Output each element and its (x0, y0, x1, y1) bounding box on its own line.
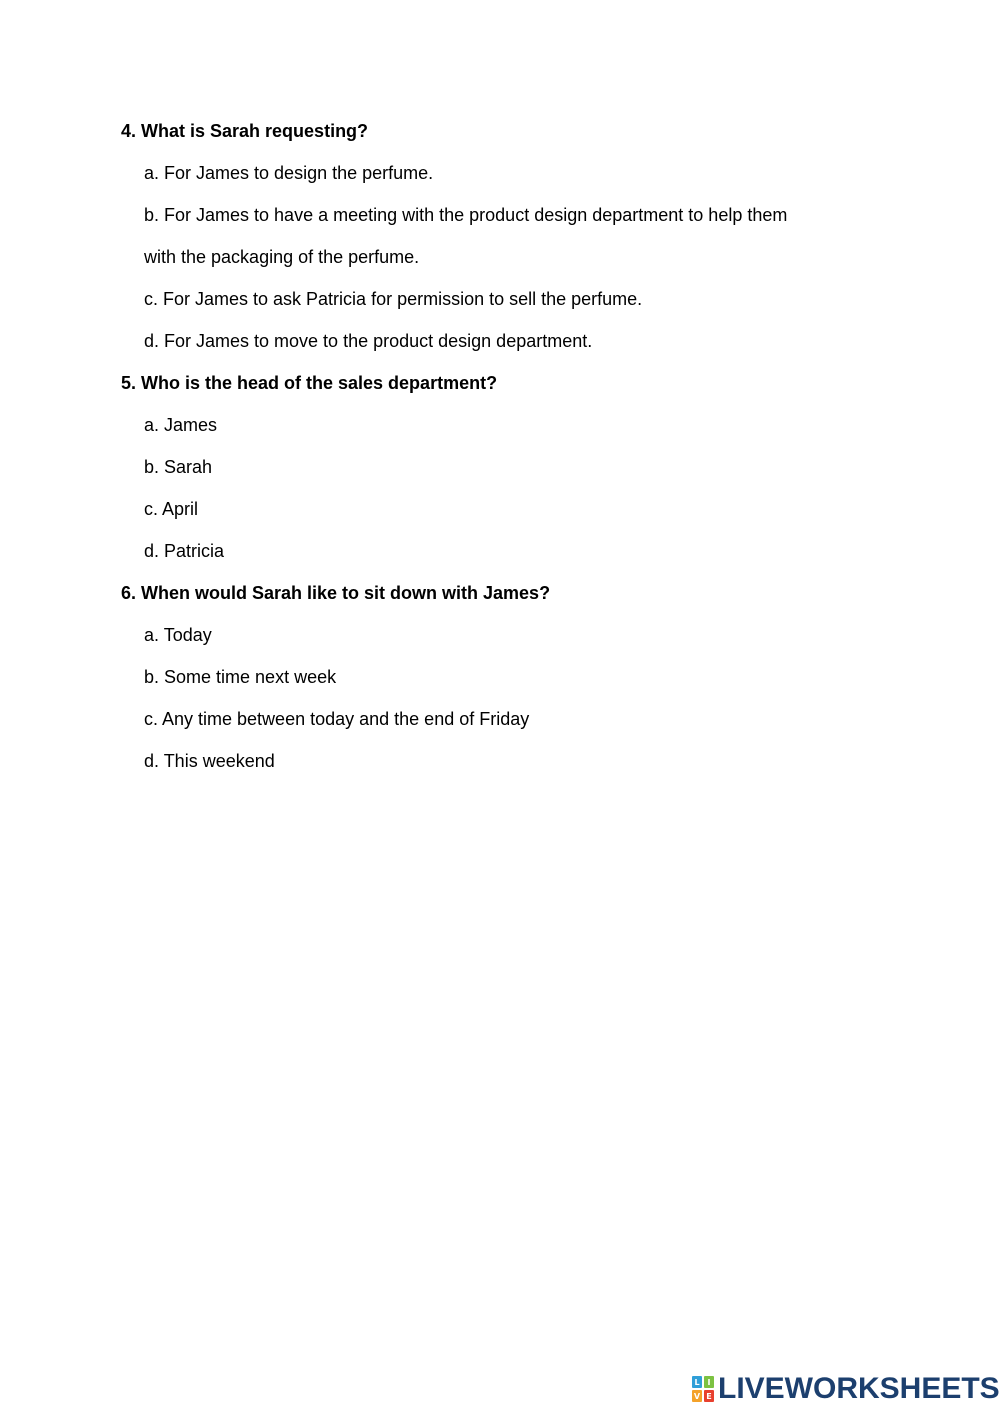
question-5-option-d: d. Patricia (144, 541, 225, 561)
logo-mark-e: E (704, 1390, 714, 1402)
question-4-option-a: a. For James to design the perfume. (144, 163, 434, 183)
question-6-option-d: d. This weekend (144, 751, 275, 771)
question-6-option-b: b. Some time next week (144, 667, 337, 687)
question-4-option-b-continued: with the packaging of the perfume. (144, 247, 420, 267)
question-6-title: 6. When would Sarah like to sit down with James? (121, 583, 551, 603)
question-5-option-c: c. April (144, 499, 199, 519)
question-4-option-d: d. For James to move to the product design department. (144, 331, 593, 351)
question-5-option-b: b. Sarah (144, 457, 213, 477)
logo-mark-l: L (692, 1376, 702, 1388)
question-4-option-c: c. For James to ask Patricia for permission to sell the perfume. (144, 289, 643, 309)
logo-mark-icon (692, 1376, 714, 1402)
liveworksheets-logo (692, 1372, 1000, 1406)
logo-mark-v: V (693, 1391, 701, 1401)
question-4-option-b: b. For James to have a meeting with the product design department to help them (144, 205, 788, 225)
question-5-option-a: a. James (144, 415, 218, 435)
logo-mark-i: I (704, 1376, 714, 1388)
question-6-option-a: a. Today (144, 625, 212, 645)
logo-text: LIVEWORKSHEETS (718, 1372, 1000, 1405)
question-5-title: 5. Who is the head of the sales department? (121, 373, 498, 393)
question-4-title: 4. What is Sarah requesting? (121, 121, 369, 141)
question-6-option-c: c. Any time between today and the end of Friday (144, 709, 530, 729)
